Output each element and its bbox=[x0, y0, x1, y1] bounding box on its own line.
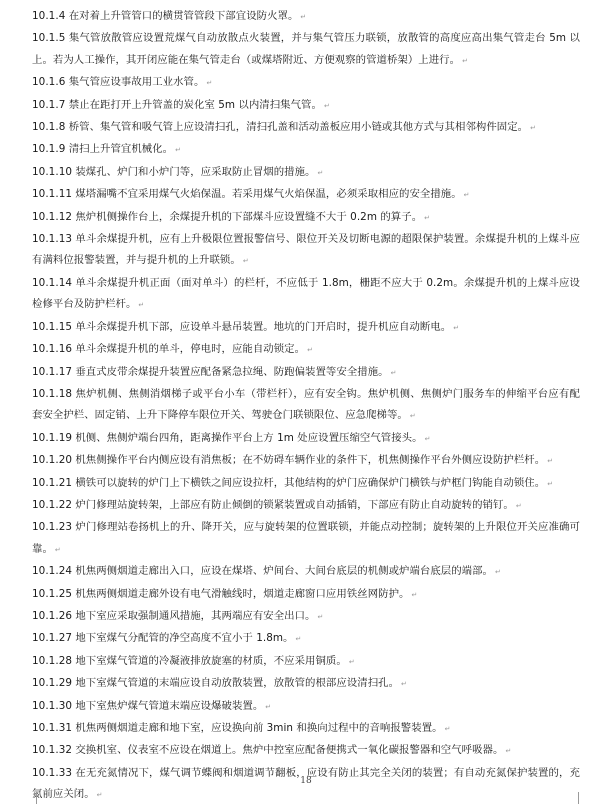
clause-text: 10.1.24 机焦两侧烟道走廊出入口，应设在煤塔、炉间台、大间台底层的机侧或炉端台底层的端部。 bbox=[32, 565, 493, 578]
paragraph-mark-icon: ↵ bbox=[530, 124, 537, 133]
paragraph-mark-icon: ↵ bbox=[453, 323, 460, 332]
clause-paragraph bbox=[32, 229, 580, 273]
clause-text: 10.1.10 装煤孔、炉门和小炉门等，应采取防止冒烟的措施。 bbox=[32, 165, 316, 178]
clause-text: 10.1.18 焦炉机侧、焦侧消烟梯子或平台小车（带栏杆），应有安全钩。焦炉机侧、焦侧炉门服务车的伸缩平台应有配套安全护栏、固定销、上升下降停车限位开关、驾驶仓门联锁限位、应急爬梯等。 bbox=[32, 387, 580, 422]
clause-text: 10.1.20 机焦侧操作平台内侧应设有消焦板；在不妨碍车辆作业的条件下，机焦侧操作平台外侧应设防护栏杆。 bbox=[32, 454, 546, 467]
paragraph-mark-icon: ↵ bbox=[401, 680, 407, 689]
clause-text: 10.1.22 炉门修理站旋转架，上部应有防止倾倒的锁紧装置或自动插销，下部应有防止自动旋转的销钉。 bbox=[32, 498, 514, 511]
clause-paragraph bbox=[32, 339, 580, 361]
paragraph-mark-icon: ↵ bbox=[547, 479, 554, 488]
paragraph-mark-icon: ↵ bbox=[444, 725, 451, 733]
clause-text: 10.1.32 交换机室、仪表室不应设在烟道上。焦炉中控室应配备便携式一氧化碳报警器和空气呼吸器。 bbox=[32, 744, 504, 757]
clause-text: 10.1.29 地下室煤气管道的末端应设自动放散装置，放散管的根部应设清扫孔。 bbox=[32, 677, 400, 690]
paragraph-mark-icon: ↵ bbox=[462, 56, 468, 65]
body-text bbox=[32, 6, 580, 807]
paragraph-mark-icon: ↵ bbox=[307, 346, 313, 355]
clause-text: 10.1.21 横铁可以旋转的炉门上下横铁之间应设拉杆，其他结构的炉门应确保炉门横铁与炉框门钩能自动锁住。 bbox=[32, 476, 546, 489]
clause-text: 10.1.17 垂直式皮带余煤提升装置应配备紧急拉绳、防跑偏装置等安全措施。 bbox=[32, 365, 389, 378]
paragraph-mark-icon: ↵ bbox=[265, 702, 272, 711]
clause-text: 10.1.11 煤塔漏嘴不宜采用煤气火焰保温。若采用煤气火焰保温，必须采取相应的安全措施。 bbox=[32, 188, 462, 201]
clause-paragraph bbox=[32, 384, 580, 428]
paragraph-mark-icon: ↵ bbox=[505, 747, 512, 756]
paragraph-mark-icon: ↵ bbox=[206, 79, 213, 88]
paragraph-mark-icon: ↵ bbox=[54, 545, 61, 554]
paragraph-mark-icon: ↵ bbox=[138, 301, 145, 310]
clause-paragraph bbox=[32, 584, 580, 606]
clause-text: 10.1.16 单斗余煤提升机的单斗，停电时，应能自动锁定。 bbox=[32, 343, 306, 356]
paragraph-mark-icon: ↵ bbox=[494, 568, 501, 577]
paragraph-mark-icon: ↵ bbox=[424, 213, 431, 222]
clause-paragraph bbox=[32, 273, 580, 317]
clause-paragraph bbox=[32, 117, 580, 139]
clause-text: 10.1.4 在对着上升管管口的横贯管管段下部宜设防火罩。 bbox=[32, 10, 299, 22]
clause-text: 10.1.6 集气管应设事故用工业水管。 bbox=[32, 76, 205, 89]
page-corner-mark-right bbox=[578, 792, 589, 804]
clause-text: 10.1.28 地下室煤气管道的冷凝液排放旋塞的材质，不应采用铜质。 bbox=[32, 654, 347, 667]
clause-text: 10.1.19 机侧、焦侧炉端台四角，距离操作平台上方 1m 处应设置压缩空气管接头。 bbox=[32, 431, 423, 444]
clause-paragraph bbox=[32, 517, 580, 561]
paragraph-mark-icon: ↵ bbox=[96, 791, 103, 800]
clause-paragraph bbox=[32, 317, 580, 339]
clause-paragraph bbox=[32, 162, 580, 184]
clause-text: 10.1.30 地下室焦炉煤气管道末端应设爆破装置。 bbox=[32, 699, 264, 712]
clause-text: 10.1.5 集气管放散管应设置荒煤气自动放散点火装置，并与集气管压力联锁，放散管的高度应高出集气管走台 5m 以上。若为人工操作，其开闭应能在集气管走台（或煤塔附近、方便观察的管道桥架）上进行。 bbox=[32, 32, 580, 66]
clause-paragraph bbox=[32, 362, 580, 384]
paragraph-mark-icon: ↵ bbox=[323, 101, 330, 110]
clause-text: 10.1.13 单斗余煤提升机，应有上升极限位置报警信号、限位开关及切断电源的超限保护装置。余煤提升机的上煤斗应有满料位报警装置，并与提升机的上升联锁。 bbox=[32, 233, 580, 267]
clause-paragraph bbox=[32, 72, 580, 94]
paragraph-mark-icon: ↵ bbox=[547, 457, 554, 466]
clause-paragraph bbox=[32, 718, 580, 740]
paragraph-mark-icon: ↵ bbox=[348, 657, 355, 666]
page-number: 18 bbox=[300, 776, 312, 786]
clause-paragraph bbox=[32, 184, 580, 206]
paragraph-mark-icon: ↵ bbox=[242, 257, 249, 266]
clause-paragraph bbox=[32, 740, 580, 762]
paragraph-mark-icon: ↵ bbox=[175, 146, 182, 155]
clause-paragraph bbox=[32, 6, 580, 28]
paragraph-mark-icon: ↵ bbox=[317, 168, 324, 177]
clause-text: 10.1.23 炉门修理站卷扬机上的升、降开关，应与旋转架的位置联锁，并能点动控制；旋转架的上升限位开关应准确可靠。 bbox=[32, 521, 580, 555]
paragraph-mark-icon: ↵ bbox=[317, 612, 324, 621]
clause-paragraph bbox=[32, 28, 580, 72]
clause-paragraph bbox=[32, 207, 580, 229]
clause-text: 10.1.8 桥管、集气管和吸气管上应设清扫孔，清扫孔盖和活动盖板应用小链或其他方式与其相邻构件固定。 bbox=[32, 121, 529, 134]
paragraph-mark-icon: ↵ bbox=[409, 412, 416, 421]
clause-text: 10.1.33 在无充氮情况下，煤气调节蝶阀和烟道调节翻板，应设有防止其完全关闭的装置；有自动充氮保护装置的，充氮前应关闭。 bbox=[32, 766, 580, 801]
clause-paragraph bbox=[32, 495, 580, 517]
clause-paragraph bbox=[32, 450, 580, 472]
clause-paragraph bbox=[32, 628, 580, 650]
clause-paragraph bbox=[32, 606, 580, 628]
clause-text: 10.1.27 地下室煤气分配管的净空高度不宜小于 1.8m。 bbox=[32, 632, 294, 645]
clause-paragraph bbox=[32, 673, 580, 695]
clause-text: 10.1.15 单斗余煤提升机下部，应设单斗悬吊装置。地坑的门开启时，提升机应自动断电。 bbox=[32, 320, 452, 333]
clause-paragraph bbox=[32, 651, 580, 673]
clause-text: 10.1.12 焦炉机侧操作台上，余煤提升机的下部煤斗应设置缝不大于 0.2m 的算子。 bbox=[32, 210, 423, 223]
paragraph-mark-icon: ↵ bbox=[295, 635, 302, 644]
page-corner-mark-left bbox=[26, 792, 37, 804]
paragraph-mark-icon: ↵ bbox=[463, 191, 470, 200]
clause-text: 10.1.31 机焦两侧烟道走廊和地下室，应设换向前 3min 和换向过程中的音响报警装置。 bbox=[32, 722, 443, 734]
clause-paragraph bbox=[32, 428, 580, 450]
clause-paragraph bbox=[32, 696, 580, 718]
clause-text: 10.1.25 机焦两侧烟道走廊外设有电气滑触线时，烟道走廊窗口应用铁丝网防护。 bbox=[32, 587, 410, 600]
clause-paragraph bbox=[32, 139, 580, 161]
paragraph-mark-icon: ↵ bbox=[390, 368, 397, 377]
clause-paragraph bbox=[32, 95, 580, 117]
paragraph-mark-icon: ↵ bbox=[515, 501, 522, 510]
clause-text: 10.1.14 单斗余煤提升机正面（面对单斗）的栏杆，不应低于 1.8m，栅距不应大于 0.2m。余煤提升机的上煤斗应设检修平台及防护栏杆。 bbox=[32, 276, 580, 311]
clause-text: 10.1.7 禁止在距打开上升管盖的炭化室 5m 以内清扫集气管。 bbox=[32, 98, 322, 111]
clause-paragraph bbox=[32, 561, 580, 583]
paragraph-mark-icon: ↵ bbox=[411, 590, 418, 599]
clause-text: 10.1.9 清扫上升管宜机械化。 bbox=[32, 143, 174, 156]
clause-paragraph bbox=[32, 473, 580, 495]
paragraph-mark-icon: ↵ bbox=[300, 13, 307, 21]
clause-text: 10.1.26 地下室应采取强制通风措施，其两端应有安全出口。 bbox=[32, 609, 316, 622]
paragraph-mark-icon: ↵ bbox=[424, 434, 431, 443]
